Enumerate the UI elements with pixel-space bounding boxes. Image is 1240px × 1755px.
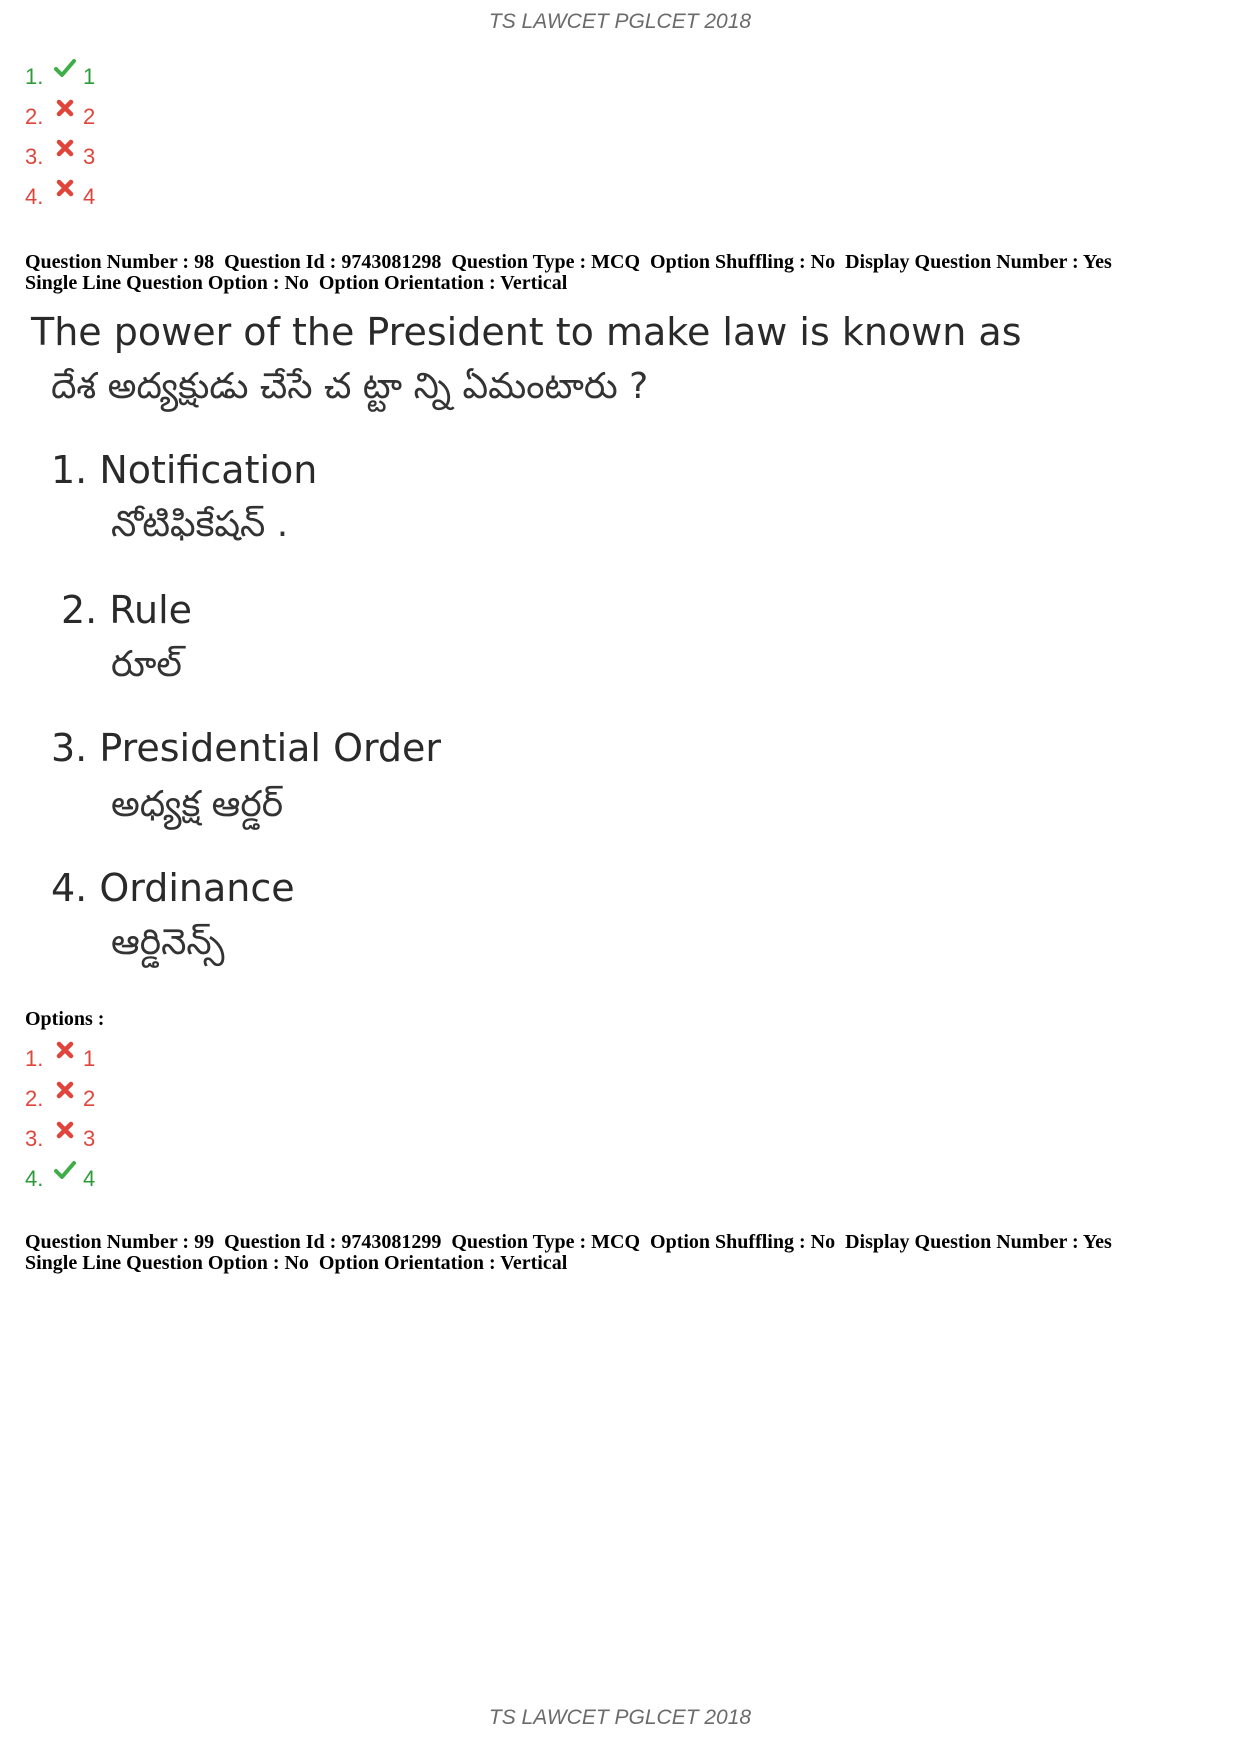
cross-icon xyxy=(53,176,77,200)
question-text-telugu: దేశ అద్యక్షుడు చేసే చ ట్టా న్ని ఏమంటారు ? xyxy=(51,366,649,407)
option-number: 4. xyxy=(25,1166,44,1191)
choice-3-telugu: అధ్యక్ష ఆర్డర్ xyxy=(111,784,284,825)
option-number: 3. xyxy=(25,144,44,169)
option-number: 3. xyxy=(25,1126,44,1151)
meta-line-1: Question Number : 98 Question Id : 9743081298 Question Type : MCQ Option Shuffling : No Display Question Number : Yes xyxy=(25,251,1112,273)
cross-icon xyxy=(53,136,77,160)
choice-1-telugu: నోటిఫికేషన్ . xyxy=(111,504,289,545)
cross-icon xyxy=(53,1078,77,1102)
meta-line-2: Single Line Question Option : No Option Orientation : Vertical xyxy=(25,272,568,294)
option-value: 3 xyxy=(83,144,96,169)
check-icon xyxy=(53,1158,77,1182)
page-header: TS LAWCET PGLCET 2018 xyxy=(488,10,752,33)
option-number: 4. xyxy=(25,184,44,209)
meta-line-2: Single Line Question Option : No Option Orientation : Vertical xyxy=(25,1252,568,1274)
question-98-meta xyxy=(25,252,1225,294)
cross-icon xyxy=(53,1038,77,1062)
choice-2-english: 2. Rule xyxy=(61,588,193,632)
option-value: 1 xyxy=(83,64,96,89)
option-value: 4 xyxy=(83,1166,96,1191)
question-image xyxy=(25,300,1025,990)
choice-1-english: 1. Notification xyxy=(51,448,318,492)
option-number: 1. xyxy=(25,1046,44,1071)
question-99-meta xyxy=(25,1232,1225,1274)
choice-3-english: 3. Presidential Order xyxy=(51,726,442,770)
choice-2-telugu: రూల్ xyxy=(111,644,182,685)
question-text-english: The power of the President to make law is known as xyxy=(31,310,1022,354)
option-value: 4 xyxy=(83,184,96,209)
option-value: 3 xyxy=(83,1126,96,1151)
option-value: 1 xyxy=(83,1046,96,1071)
meta-line-1: Question Number : 99 Question Id : 9743081299 Question Type : MCQ Option Shuffling : No Display Question Number : Yes xyxy=(25,1231,1112,1253)
option-value: 2 xyxy=(83,1086,96,1111)
cross-icon xyxy=(53,96,77,120)
option-number: 1. xyxy=(25,64,44,89)
cross-icon xyxy=(53,1118,77,1142)
choice-4-english: 4. Ordinance xyxy=(51,866,295,910)
option-number: 2. xyxy=(25,104,44,129)
option-number: 2. xyxy=(25,1086,44,1111)
page-footer: TS LAWCET PGLCET 2018 xyxy=(488,1706,752,1729)
options-label: Options : xyxy=(25,1008,105,1030)
choice-4-telugu: ఆర్డినెన్స్ xyxy=(111,922,225,963)
check-icon xyxy=(53,56,77,80)
option-value: 2 xyxy=(83,104,96,129)
